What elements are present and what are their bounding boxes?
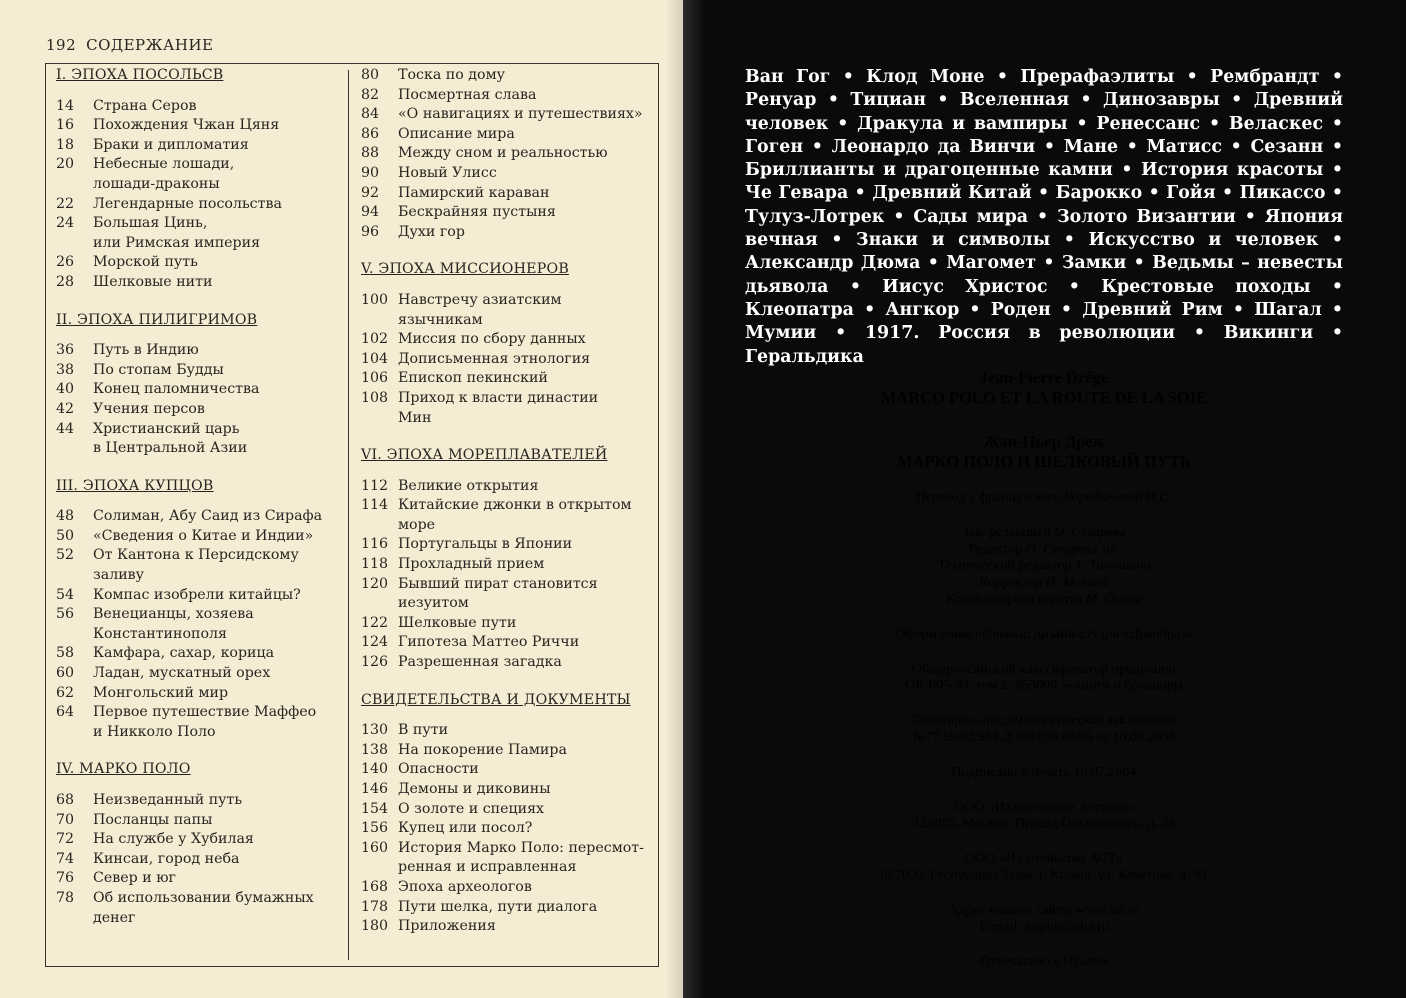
toc-entry-page: 112 <box>361 477 389 494</box>
toc-entry <box>361 389 653 428</box>
toc-entry-page: 180 <box>361 918 389 935</box>
toc-entry-title: Шелковые нити <box>93 273 213 290</box>
toc-entry <box>56 341 346 361</box>
toc-entry-title: Опасности <box>398 761 479 778</box>
classifier-line-2: ОК-005-93, том 2; 953000 —книги и брошюры <box>905 678 1183 694</box>
toc-entry <box>56 527 346 547</box>
toc-entry-page: 146 <box>361 781 389 797</box>
toc-entry-page: 154 <box>361 800 389 817</box>
staff-line <box>682 525 1406 542</box>
toc-entry-title: Шелковые пути <box>398 614 517 631</box>
toc-entry-title: Епископ пекинский <box>398 370 548 387</box>
toc-entry-page: 52 <box>56 547 75 564</box>
toc-entry <box>361 330 653 350</box>
publisher-2-name: ООО «Издательство АСТ» <box>964 851 1124 867</box>
toc-entry <box>56 155 346 194</box>
toc-entry <box>361 125 653 145</box>
staff-name: Т. Тимошина <box>1074 558 1151 574</box>
toc-entry-title: Компас изобрели китайцы? <box>93 586 301 603</box>
toc-entry-title: Демоны и диковины <box>398 781 551 797</box>
toc-entry-page: 62 <box>56 684 75 701</box>
staff-name: И. Мокина <box>1045 575 1109 591</box>
staff-name: О. Сухарева <box>1054 524 1126 540</box>
toc-entry-page: 86 <box>361 125 380 142</box>
toc-entry <box>361 66 653 86</box>
toc-section-title: I. ЭПОХА ПОСОЛЬСВ <box>56 67 224 83</box>
toc-entry-page: 18 <box>56 136 75 153</box>
staff-name: О. Сухарева мл. <box>1025 541 1120 557</box>
toc-entry-page: 68 <box>56 792 75 808</box>
website: Адрес нашего сайта: www.ast.ru <box>948 902 1140 918</box>
toc-entry-page: 82 <box>361 86 380 103</box>
toc-entry-title: Морской путь <box>93 254 198 271</box>
toc-entry-title: Памирский караван <box>398 184 550 201</box>
toc-section-title: III. ЭПОХА КУПЦОВ <box>56 477 214 494</box>
toc-entry <box>56 380 346 400</box>
toc-entry <box>56 830 346 850</box>
toc-entry-title: Страна Серов <box>93 97 197 114</box>
toc-entry-title: Эпоха археологов <box>398 878 532 895</box>
toc-entry-page: 126 <box>361 654 389 671</box>
toc-entry-title: Север и юг <box>93 870 176 887</box>
toc-entry-title: «Сведения о Китае и Индии» <box>93 527 314 544</box>
toc-entry-page: 114 <box>361 497 389 514</box>
toc-entry-title: Путь в Индию <box>93 342 199 359</box>
toc-entry-title: Небесные лошади, лошади-драконы <box>93 156 235 192</box>
toc-entry-page: 94 <box>361 204 380 221</box>
toc-entry-page: 38 <box>56 361 75 378</box>
toc-entry <box>361 496 653 535</box>
toc-section <box>56 760 346 928</box>
page-number: 192 <box>46 36 77 54</box>
page-header <box>46 36 213 54</box>
toc-entry-title: Приложения <box>398 918 496 935</box>
toc-entry <box>361 105 653 125</box>
toc-entry-page: 60 <box>56 665 75 682</box>
toc-entry-title: Тоска по дому <box>398 67 505 83</box>
toc-section <box>56 477 346 743</box>
toc-entry-page: 72 <box>56 831 75 848</box>
toc-entry-page: 160 <box>361 839 389 856</box>
translation-credit <box>682 490 1406 507</box>
toc-section <box>56 311 346 459</box>
toc-section-title: СВИДЕТЕЛЬСТВА И ДОКУМЕНТЫ <box>361 691 631 708</box>
staff-line <box>682 558 1406 575</box>
toc-entry <box>56 253 346 273</box>
toc-entry <box>56 195 346 215</box>
toc-entry-page: 20 <box>56 156 75 173</box>
toc-entry-title: Конец паломничества <box>93 381 260 398</box>
toc-entry-page: 96 <box>361 223 380 240</box>
toc-entry <box>56 136 346 156</box>
toc-entry-title: Бывший пират становится иезуитом <box>398 575 598 612</box>
toc-entry-page: 36 <box>56 342 75 359</box>
toc-entry <box>361 291 653 330</box>
toc-entry <box>56 811 346 831</box>
classifier-line-1: Общероссийский классификатор продукции <box>911 661 1177 677</box>
toc-entry-page: 64 <box>56 704 75 721</box>
column-divider <box>348 70 349 960</box>
toc-entry-page: 16 <box>56 117 75 134</box>
page-gutter-shadow <box>665 0 683 998</box>
toc-entry-title: Христианский царь в Центральной Азии <box>93 420 248 457</box>
toc-section-title: V. ЭПОХА МИССИОНЕРОВ <box>361 261 569 278</box>
signed-date: Подписано в печать 16.07.2004 <box>951 764 1137 780</box>
toc-entry-title: В пути <box>398 722 449 739</box>
toc-entry-title: Описание мира <box>398 125 515 142</box>
toc-entry <box>56 703 346 742</box>
toc-entry-title: Навстречу азиатским язычникам <box>398 291 562 328</box>
toc-entry <box>56 116 346 136</box>
toc-section <box>56 66 346 293</box>
author-ru: Жан-Пьер Дреж <box>983 432 1105 451</box>
toc-entry-page: 104 <box>361 350 389 367</box>
toc-entry <box>56 644 346 664</box>
toc-entry <box>361 741 653 761</box>
toc-entry-title: Легендарные посольства <box>93 195 282 212</box>
toc-entry-title: Дописьменная этнология <box>398 350 591 367</box>
toc-entry-page: 48 <box>56 508 75 525</box>
toc-section-title: VI. ЭПОХА МОРЕПЛАВАТЕЛЕЙ <box>361 447 608 464</box>
toc-entry <box>361 721 653 741</box>
toc-entry-page: 108 <box>361 389 389 406</box>
toc-section-title: II. ЭПОХА ПИЛИГРИМОВ <box>56 311 258 328</box>
toc-entry-title: Гипотеза Маттео Риччи <box>398 634 580 651</box>
toc-entry <box>56 889 346 928</box>
toc-entry-page: 56 <box>56 606 75 623</box>
toc-entry-page: 122 <box>361 614 389 631</box>
toc-entry <box>361 144 653 164</box>
toc-entry <box>56 361 346 381</box>
toc-entry-page: 140 <box>361 761 389 778</box>
toc-entry <box>361 575 653 614</box>
staff-role: Компьютерная верстка <box>946 591 1083 607</box>
toc-entry-page: 100 <box>361 291 389 308</box>
toc-entry-page: 76 <box>56 870 75 887</box>
toc-entry-title: Солиман, Абу Саид из Сирафа <box>93 508 323 525</box>
toc-entry-page: 14 <box>56 97 75 114</box>
toc-entry-title: Учения персов <box>93 400 205 417</box>
toc-entry-title: Новый Улисс <box>398 164 497 181</box>
toc-entry <box>361 819 653 839</box>
toc-entry-title: Китайские джонки в открытом море <box>398 497 632 533</box>
staff-name: М. Осина <box>1085 591 1142 607</box>
toc-entry-page: 178 <box>361 898 389 915</box>
toc-entry-title: Ладан, мускатный орех <box>93 665 271 682</box>
staff-role: Зав. редакцией <box>962 524 1051 540</box>
toc-entry-title: Камфара, сахар, корица <box>93 645 275 662</box>
toc-entry-page: 74 <box>56 850 75 867</box>
toc-entry-title: Кинсаи, город неба <box>93 850 240 867</box>
toc-entry-title: На службе у Хубилая <box>93 831 254 848</box>
toc-entry <box>56 869 346 889</box>
publisher-1-name: ООО «Издательство Астрель» <box>953 799 1135 815</box>
toc-section-title: IV. МАРКО ПОЛО <box>56 761 191 778</box>
toc-entry-page: 90 <box>361 164 380 181</box>
sanitary-line-1: Санитарно-эпидемиологическое заключение <box>910 713 1178 729</box>
toc-entry-page: 70 <box>56 811 75 828</box>
toc-entry-title: От Кантона к Персидскому заливу <box>93 547 299 584</box>
toc-entry <box>361 350 653 370</box>
cover-design: Оформление обложки: дизайн-студия «Дикобраз» <box>895 626 1193 642</box>
toc-entry-title: Браки и дипломатия <box>93 136 249 153</box>
toc-entry-title: Посланцы папы <box>93 811 213 828</box>
toc-entry <box>56 273 346 293</box>
toc-entry <box>56 97 346 117</box>
toc-entry <box>361 653 653 673</box>
toc-page <box>0 0 683 998</box>
toc-entry <box>361 86 653 106</box>
toc-section <box>361 260 653 428</box>
printed-in: Отпечатано в Италии <box>980 954 1108 970</box>
toc-entry-page: 116 <box>361 536 389 553</box>
toc-entry-page: 168 <box>361 878 389 895</box>
toc-entry-title: Купец или посол? <box>398 820 533 837</box>
toc-entry-page: 138 <box>361 741 389 758</box>
toc-section <box>361 66 653 242</box>
toc-entry <box>361 878 653 898</box>
toc-entry <box>56 507 346 527</box>
toc-entry <box>56 791 346 811</box>
toc-entry-title: Миссия по сбору данных <box>398 331 586 348</box>
toc-entry <box>56 420 346 459</box>
toc-entry-title: Первое путешествие Маффео и Никколо Поло <box>93 704 317 740</box>
toc-entry-title: Посмертная слава <box>398 86 537 103</box>
toc-entry-title: Пути шелка, пути диалога <box>398 898 598 915</box>
toc-entry <box>361 164 653 184</box>
toc-entry-title: Великие открытия <box>398 477 539 494</box>
toc-entry-page: 106 <box>361 370 389 387</box>
toc-entry-page: 102 <box>361 331 389 348</box>
toc-entry-title: Большая Цинь, или Римская империя <box>93 215 261 251</box>
staff-role: Редактор <box>968 541 1023 557</box>
email: E-mail: astpub@aha.ru <box>979 919 1109 935</box>
toc-entry-page: 130 <box>361 722 389 739</box>
toc-entry-title: Разрешенная загадка <box>398 654 562 671</box>
staff-role: Корректор <box>979 575 1042 591</box>
toc-entry-page: 84 <box>361 106 380 123</box>
toc-entry <box>361 780 653 800</box>
toc-entry-title: По стопам Будды <box>93 361 224 378</box>
toc-entry <box>361 555 653 575</box>
toc-entry-page: 156 <box>361 820 389 837</box>
toc-entry <box>361 535 653 555</box>
staff-line <box>682 575 1406 592</box>
toc-entry-page: 58 <box>56 645 75 662</box>
toc-entry-title: Об использовании бумажных денег <box>93 889 314 926</box>
staff-line <box>682 542 1406 559</box>
toc-entry <box>56 546 346 585</box>
toc-entry <box>56 586 346 606</box>
translation-label: Перевод с французского <box>915 490 1061 505</box>
author-fr: Jean-Pierre Drége <box>979 368 1109 387</box>
toc-column-left <box>56 66 346 928</box>
toc-entry-page: 42 <box>56 400 75 417</box>
toc-entry <box>361 760 653 780</box>
publisher-1-address: 129085, Москва, Проезд Ольминского, д. 3а <box>913 816 1175 832</box>
toc-entry-title: Венецианцы, хозяева Константинополя <box>93 606 254 642</box>
title-fr: MARCO POLO ET LA ROUTE DE LA SOIE <box>880 388 1208 407</box>
staff-list <box>682 525 1406 609</box>
toc-entry-page: 24 <box>56 215 75 232</box>
publisher-2-address: 667000, Республика Тыва, г. Кызыл, ул. Кочетова, д. 93 <box>880 867 1208 883</box>
toc-entry-title: Похождения Чжан Цяня <box>93 117 280 134</box>
toc-entry <box>56 850 346 870</box>
toc-entry <box>361 369 653 389</box>
toc-entry-page: 50 <box>56 527 75 544</box>
toc-entry-page: 88 <box>361 145 380 162</box>
toc-entry <box>361 839 653 878</box>
toc-entry-title: На покорение Памира <box>398 741 567 758</box>
toc-entry-page: 118 <box>361 556 389 573</box>
toc-entry <box>361 800 653 820</box>
toc-section <box>361 446 653 673</box>
toc-entry <box>361 223 653 243</box>
page-heading: СОДЕРЖАНИЕ <box>86 36 214 54</box>
toc-entry-page: 78 <box>56 889 75 906</box>
toc-entry <box>361 917 653 937</box>
toc-entry <box>56 664 346 684</box>
toc-entry-title: «О навигациях и путешествиях» <box>398 106 643 123</box>
toc-entry-page: 40 <box>56 381 75 398</box>
toc-entry-page: 22 <box>56 195 75 212</box>
series-list: Ван Гог • Клод Моне • Прерафаэлиты • Рембрандт • Ренуар • Тициан • Вселенная • Динозавры • Древний человек • Дракула и вампиры • Ренессанс • Веласкес • Гоген • Леонардо да Винчи • Мане • Матисс • Сезанн • Бриллианты и драгоценные камни • История красоты • Че Гевара • Древний Китай • Барокко • Гойя • Пикассо • Тулуз-Лотрек • Сады мира • Золото Византии • Япония вечная • Знаки и символы • Искусство и человек • Александр Дюма • Магомет • Замки • Ведьмы – невесты дьявола • Иисус Христос • Крестовые походы • Клеопатра • Ангкор • Роден • Древний Рим • Шагал • Мумии • 1917. Россия в революции • Викинги • Геральдика <box>745 67 1343 367</box>
toc-entry-title: Приход к власти династии Мин <box>398 389 599 426</box>
toc-entry-page: 120 <box>361 575 389 592</box>
toc-entry <box>361 184 653 204</box>
title-ru: МАРКО ПОЛО И ШЕЛКОВЫЙ ПУТЬ <box>897 452 1191 471</box>
toc-entry <box>361 477 653 497</box>
toc-entry <box>56 400 346 420</box>
toc-entry <box>361 898 653 918</box>
toc-entry-page: 54 <box>56 586 75 603</box>
toc-entry-title: История Марко Поло: пересмот- ренная и исправленная <box>398 839 644 876</box>
toc-entry-page: 26 <box>56 254 75 271</box>
toc-entry <box>56 684 346 704</box>
toc-entry-title: Духи гор <box>398 223 465 240</box>
toc-column-right <box>361 66 653 937</box>
toc-entry-title: Между сном и реальностью <box>398 145 608 162</box>
imprint-block <box>682 368 1406 971</box>
toc-entry-title: Неизведанный путь <box>93 792 243 808</box>
toc-entry-page: 80 <box>361 67 380 83</box>
toc-entry-page: 124 <box>361 634 389 651</box>
sanitary-line-2: №77.99.02.953.Д.001056.03.05 от 10.03.2005 <box>912 729 1176 745</box>
staff-line <box>682 592 1406 609</box>
toc-entry <box>361 633 653 653</box>
toc-entry <box>361 614 653 634</box>
toc-entry-page: 92 <box>361 184 380 201</box>
toc-entry <box>56 605 346 644</box>
staff-role: Технический редактор <box>937 558 1072 574</box>
toc-entry-title: Монгольский мир <box>93 684 229 701</box>
toc-entry-title: Бескрайняя пустыня <box>398 204 556 221</box>
toc-entry-page: 28 <box>56 273 75 290</box>
toc-entry-title: Португальцы в Японии <box>398 536 573 553</box>
toc-section <box>361 691 653 937</box>
toc-entry <box>361 203 653 223</box>
toc-entry <box>56 214 346 253</box>
toc-entry-page: 44 <box>56 420 75 437</box>
toc-entry-title: Прохладный прием <box>398 556 545 573</box>
translator-name: Бородычевой И.С. <box>1063 490 1173 505</box>
toc-entry-title: О золоте и специях <box>398 800 545 817</box>
